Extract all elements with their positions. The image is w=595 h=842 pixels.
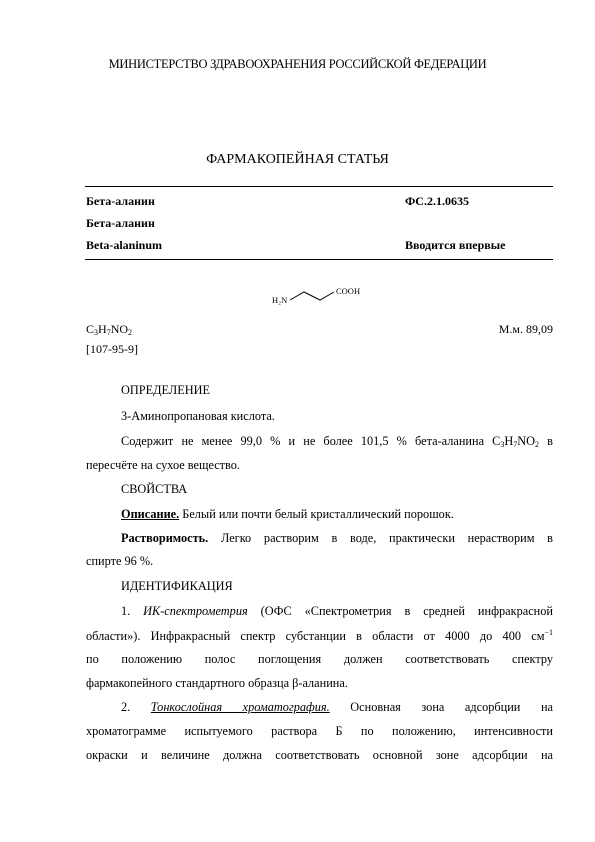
document-type-title: ФАРМАКОПЕЙНАЯ СТАТЬЯ — [206, 152, 389, 167]
definition-chemical-name: 3-Аминопропановая кислота. — [121, 409, 275, 423]
molecular-formula: $C_3H_7NO_2$ — [86, 322, 133, 337]
ident-ir-line-3: по положению полос поглощения должен соответствовать спектру — [86, 652, 553, 666]
ident-tlc-line-3: окраски и величине должна соответствовать основной зоне адсорбции на — [86, 748, 553, 762]
name-ru-secondary: Бета-аланин — [86, 216, 155, 230]
article-code: ФС.2.1.0635 — [405, 194, 469, 208]
definition-content-line-1: Содержит не менее 99,0 % и не более 101,5 % бета-аланина $C_3H_7NO_2$ в — [121, 434, 553, 449]
name-latin: Beta-alaninum — [86, 238, 163, 252]
cas-number: [107-95-9] — [86, 342, 138, 356]
name-ru-primary: Бета-аланин — [86, 194, 155, 208]
property-solubility-line-2: спирте 96 %. — [86, 554, 154, 568]
header-top-rule — [85, 186, 553, 187]
molecular-mass: М.м. 89,09 — [498, 322, 553, 336]
structural-formula — [270, 280, 380, 316]
structure-amine-label: H₂N — [272, 295, 288, 305]
article-status: Вводится впервые — [405, 238, 506, 252]
section-heading-identification: ИДЕНТИФИКАЦИЯ — [121, 579, 233, 593]
section-heading-properties: СВОЙСТВА — [121, 482, 188, 496]
ident-tlc-line-1: 2. Тонкослойная хроматография. Основная зона адсорбции на — [121, 700, 553, 714]
ident-ir-line-1: 1. ИК-спектрометрия (ОФС «Спектрометрия в средней инфракрасной — [121, 604, 553, 618]
property-description: Описание. Белый или почти белый кристаллический порошок. — [121, 507, 454, 521]
definition-content-line-2: пересчёте на сухое вещество. — [86, 458, 240, 472]
carbon-chain-bond — [290, 292, 334, 300]
structure-carboxyl-label: COOH — [336, 286, 361, 296]
section-heading-definition: ОПРЕДЕЛЕНИЕ — [121, 383, 210, 397]
ident-ir-line-2: области»). Инфракрасный спектр субстанции в области от 4000 до 400 $см^{-1}$ — [86, 628, 553, 643]
property-solubility-line-1: Растворимость. Легко растворим в воде, практически нерастворим в — [121, 531, 553, 545]
ident-ir-line-4: фармакопейного стандартного образца β-аланина. — [86, 676, 348, 690]
ident-tlc-line-2: хроматограмме испытуемого раствора Б по положению, интенсивности — [86, 724, 553, 738]
ministry-title: МИНИСТЕРСТВО ЗДРАВООХРАНЕНИЯ РОССИЙСКОЙ ФЕДЕРАЦИИ — [108, 57, 487, 71]
header-bottom-rule — [85, 259, 553, 260]
